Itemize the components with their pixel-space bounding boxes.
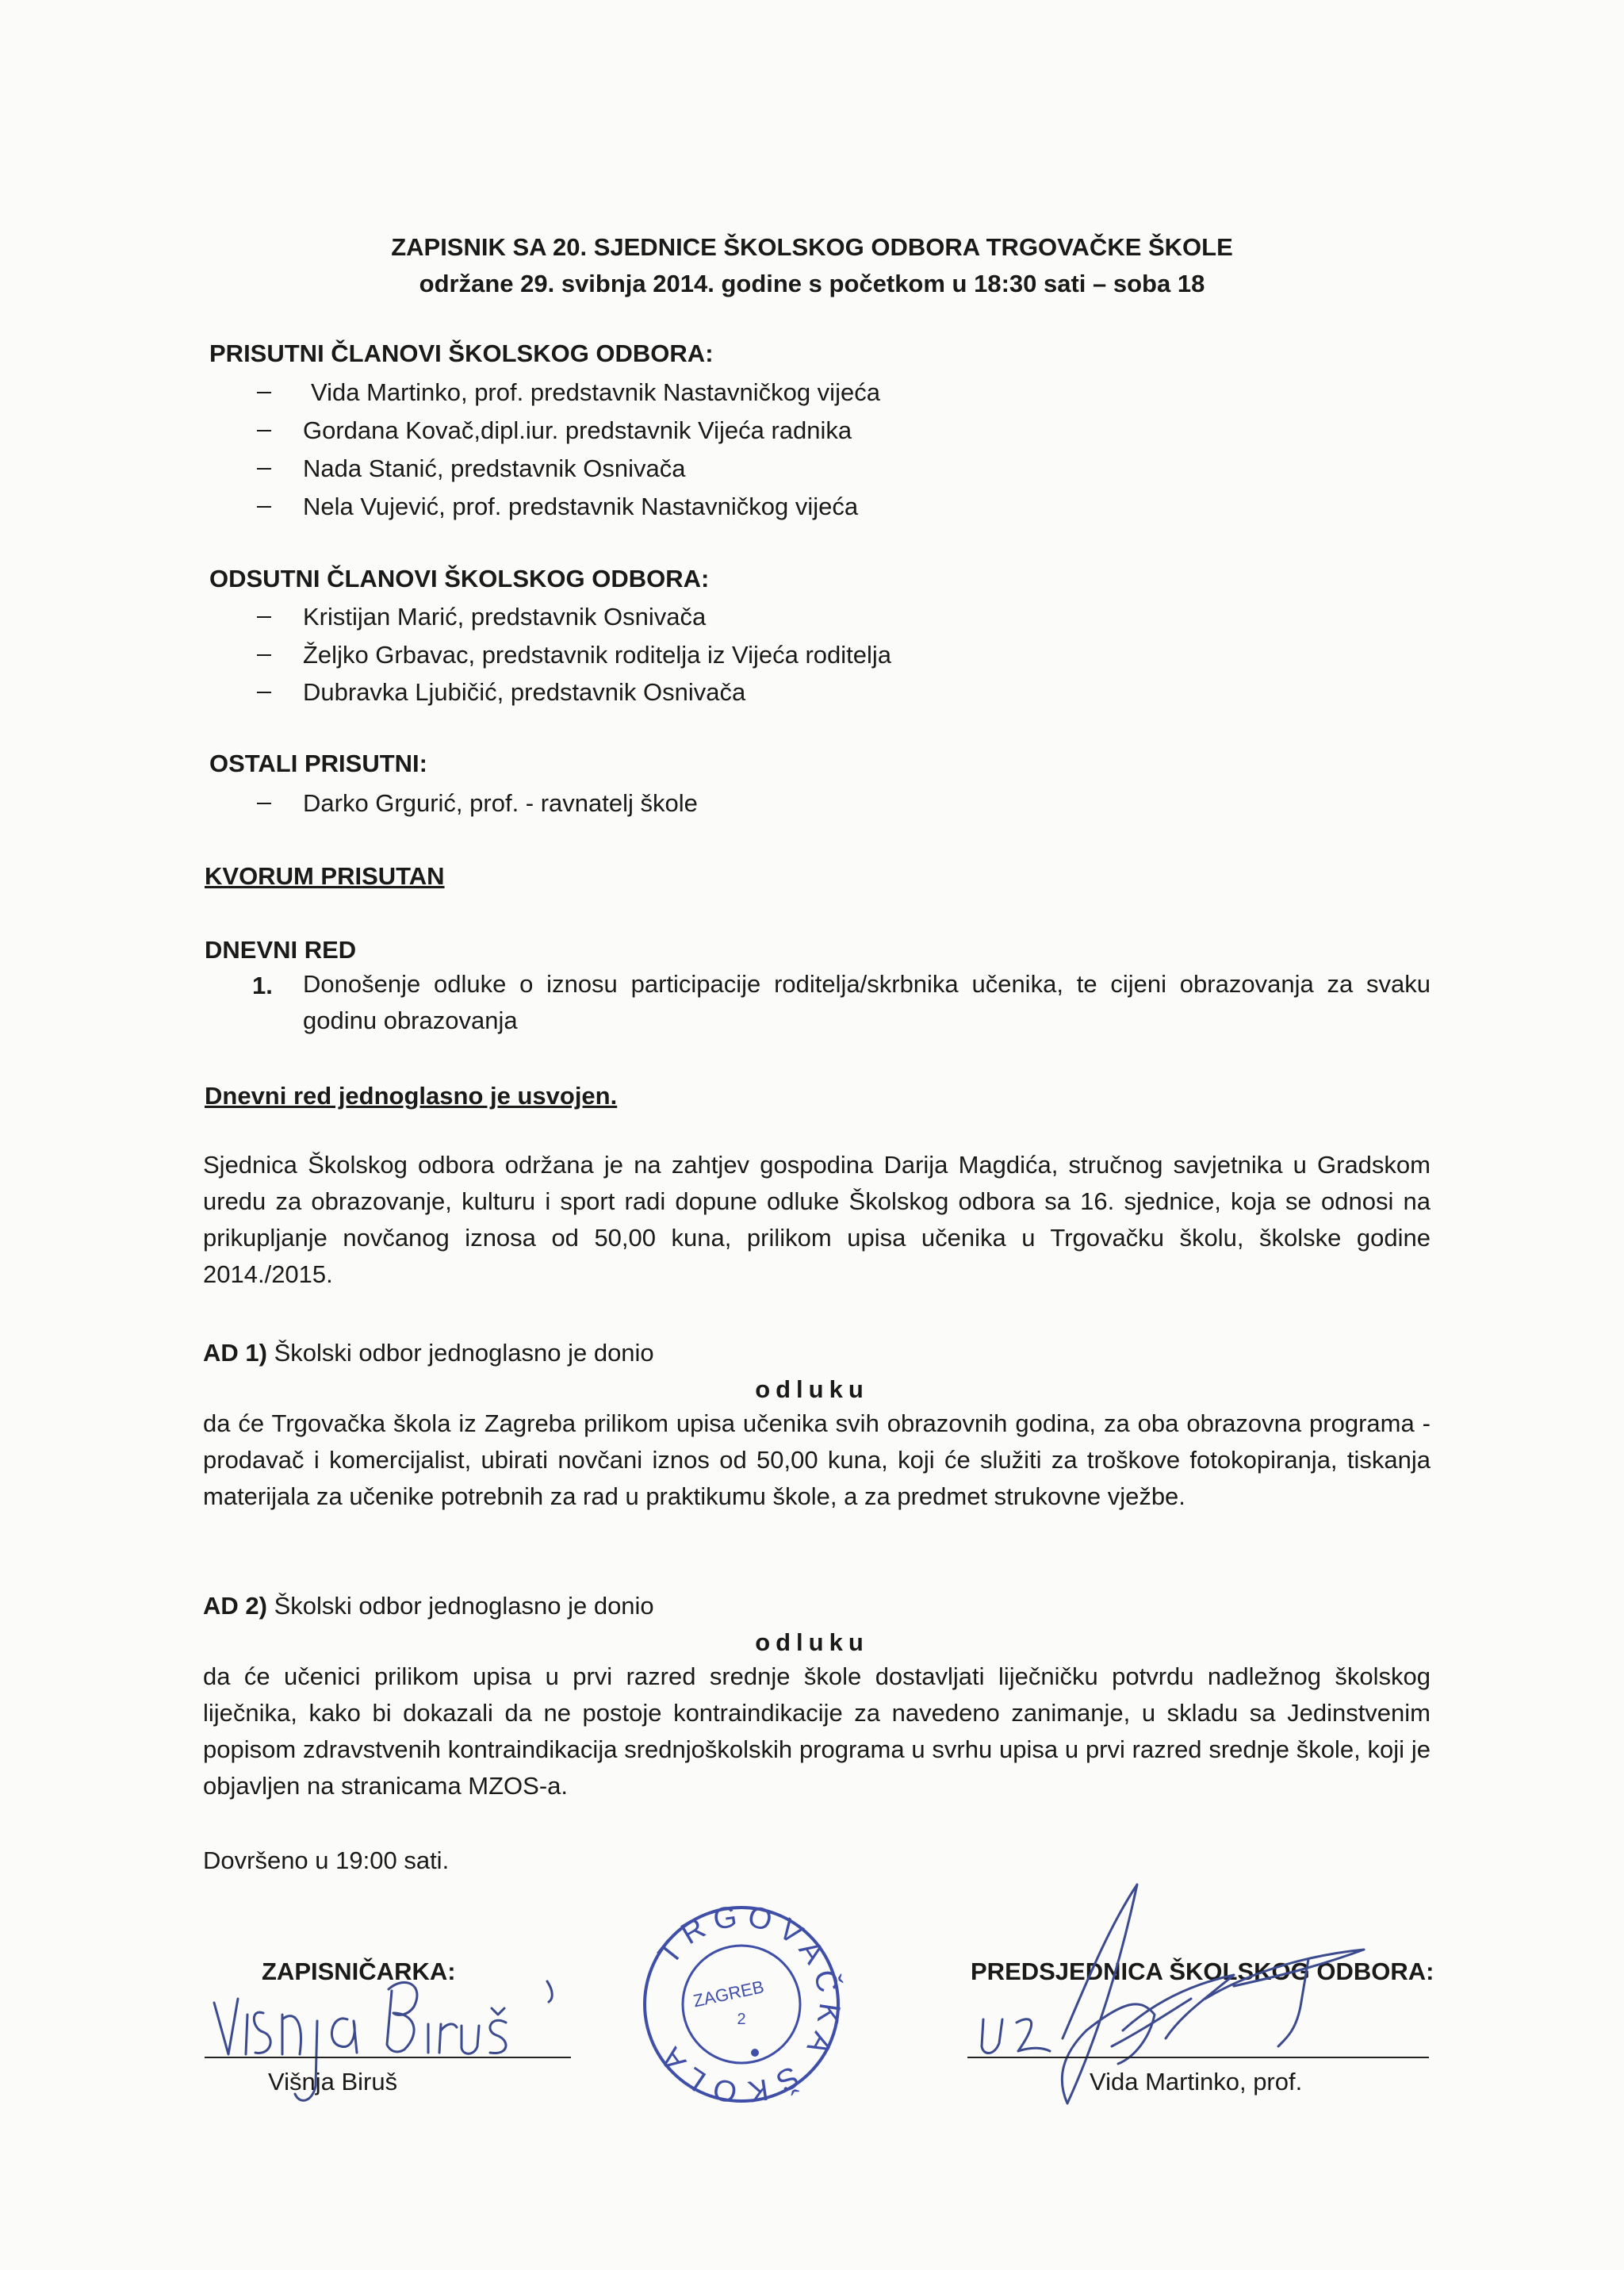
agenda-item-text: Donošenje odluke o iznosu participacije roditelja/skrbnika učenika, te cijeni obrazovanja za svaku godinu obrazovanja	[303, 970, 1431, 1034]
document-page: ZAPISNIK SA 20. SJEDNICE ŠKOLSKOG ODBORA TRGOVAČKE ŠKOLE održane 29. svibnja 2014. godine s početkom u 18:30 sati – soba 18 PRISUTNI ČLANOVI ŠKOLSKOG ODBORA: Vida Martinko, prof. predstavnik Nastavničkog vijeća Gordana Kovač,dipl.iur. predstavnik Vijeća radnika Nada Stanić, predstavnik Osnivača Nela Vujević, prof. predstavnik Nastavničkog vijeća ODSUTNI ČLANOVI ŠKOLSKOG ODBORA: Kristijan Marić, predstavnik Osnivača Željko Grbavac, predstavnik roditelja iz Vijeća roditelja Dubravka Ljubičić, predstavnik Osnivača OSTALI PRISUTNI: Darko Grgurić, prof. - ravnatelj škole KVORUM PRISUTAN DNEVNI RED 1. Donošenje odluke o iznosu participacije roditelja/skrbnika učenika, te cijeni obrazovanja za svaku godinu obrazovanja Dnevni red jednoglasno je usvojen. Sjednica Školskog odbora održana je na zahtjev gospodina Darija Magdića, stručnog savjetnika u Gradskom uredu za obrazovanje, kulturu i sport radi dopune odluke Školskog odbora sa 16. sjednice, koja se odnosi na prikupljanje novčanog iznosa od 50,00 kuna, prilikom upisa učenika u Trgovačku školu, školske godine 2014./2015. AD 1) Školski odbor jednoglasno je donio odluku da će Trgovačka škola iz Zagreba prilikom upisa učenika svih obrazovnih godina, za oba obrazovna programa - prodavač i komercijalist, ubirati novčani iznos od 50,00 kuna, koji će služiti za troškove fotokopiranja, tiskanja materijala za učenike potrebnih za rad u praktikumu škole, a za predmet strukovne vježbe. AD 2) Školski odbor jednoglasno je donio odluku da će učenici prilikom upisa u prvi razred srednje škole dostavljati liječničku potvrdu nadležnog školskog liječnika, kako bi dokazali da ne postoje kontraindikacije za navedeno zanimanje, u skladu sa Jedinstvenim popisom zdravstvenih kontraindikacija srednjoškolskih programa u svrhu upisa u prvi razred srednje škole, koji je objavljen na stranicama MZOS-a. Dovršeno u 19:00 sati. ZAPISNIČARKA: Višnja Biruš TRGOVAČKA ŠKOLA ZAGREB 2 PREDSJEDNICA ŠKOLSKOG ODBORA: Vida Martinko, prof.	[0, 0, 1624, 2270]
ad2-text: da će učenici prilikom upisa u prvi razred srednje škole dostavljati liječničku potvrdu nadležnog školskog liječnika, kako bi dokazali da ne postoje kontraindikacije za navedeno zanimanje, u skladu sa Jedinstvenim popisom zdravstvenih kontraindikacija srednjoškolskih programa u svrhu upisa u prvi razred srednje škole, koji je objavljen na stranicama MZOS-a.	[203, 1662, 1431, 1800]
recorder-name: Višnja Biruš	[268, 2068, 398, 2096]
agenda-adopted: Dnevni red jednoglasno je usvojen.	[205, 1082, 618, 1110]
ad1-line: AD 1) Školski odbor jednoglasno je donio	[203, 1339, 654, 1367]
ad2-decision-word: odluku	[755, 1628, 869, 1656]
recorder-label: ZAPISNIČARKA:	[262, 1957, 456, 1985]
others-heading: OSTALI PRISUTNI:	[209, 750, 427, 777]
absent-heading: ODSUTNI ČLANOVI ŠKOLSKOG ODBORA:	[209, 565, 710, 592]
agenda-heading: DNEVNI RED	[205, 936, 357, 964]
quorum-heading: KVORUM PRISUTAN	[205, 862, 445, 890]
chair-label: PREDSJEDNICA ŠKOLSKOG ODBORA:	[971, 1957, 1434, 1985]
ad1-text: da će Trgovačka škola iz Zagreba prilikom upisa učenika svih obrazovnih godina, za oba obrazovna programa - prodavač i komercijalist, ubirati novčani iznos od 50,00 kuna, koji će služiti za troškove fotokopiranja, tiskanja materijala za učenike potrebnih za rad u praktikumu škole, a za predmet strukovne vježbe.	[203, 1409, 1431, 1510]
agenda-item-number: 1.	[252, 972, 273, 999]
closing-time: Dovršeno u 19:00 sati.	[203, 1846, 450, 1874]
stamp-number: 2	[737, 2011, 746, 2028]
document-subtitle: održane 29. svibnja 2014. godine s početkom u 18:30 sati – soba 18	[419, 270, 1205, 297]
recorder-signature-line	[205, 2057, 571, 2058]
intro-paragraph: Sjednica Školskog odbora održana je na zahtjev gospodina Darija Magdića, stručnog savjetnika u Gradskom uredu za obrazovanje, kulturu i sport radi dopune odluke Školskog odbora sa 16. sjednice, koja se odnosi na prikupljanje novčanog iznosa od 50,00 kuna, prilikom upisa učenika u Trgovačku školu, školske godine 2014./2015.	[203, 1151, 1431, 1288]
present-heading: PRISUTNI ČLANOVI ŠKOLSKOG ODBORA:	[209, 339, 714, 367]
chair-name: Vida Martinko, prof.	[1090, 2068, 1303, 2096]
document-title: ZAPISNIK SA 20. SJEDNICE ŠKOLSKOG ODBORA TRGOVAČKE ŠKOLE	[391, 233, 1233, 261]
stamp-ring-text: TRGOVAČKA ŠKOLA	[649, 1899, 847, 2110]
school-stamp	[634, 1897, 848, 2111]
ad1-decision-word: odluku	[755, 1375, 869, 1403]
ad2-line: AD 2) Školski odbor jednoglasno je donio	[203, 1592, 654, 1620]
chair-signature-line	[967, 2057, 1429, 2058]
stamp-city: ZAGREB	[691, 1977, 766, 2011]
